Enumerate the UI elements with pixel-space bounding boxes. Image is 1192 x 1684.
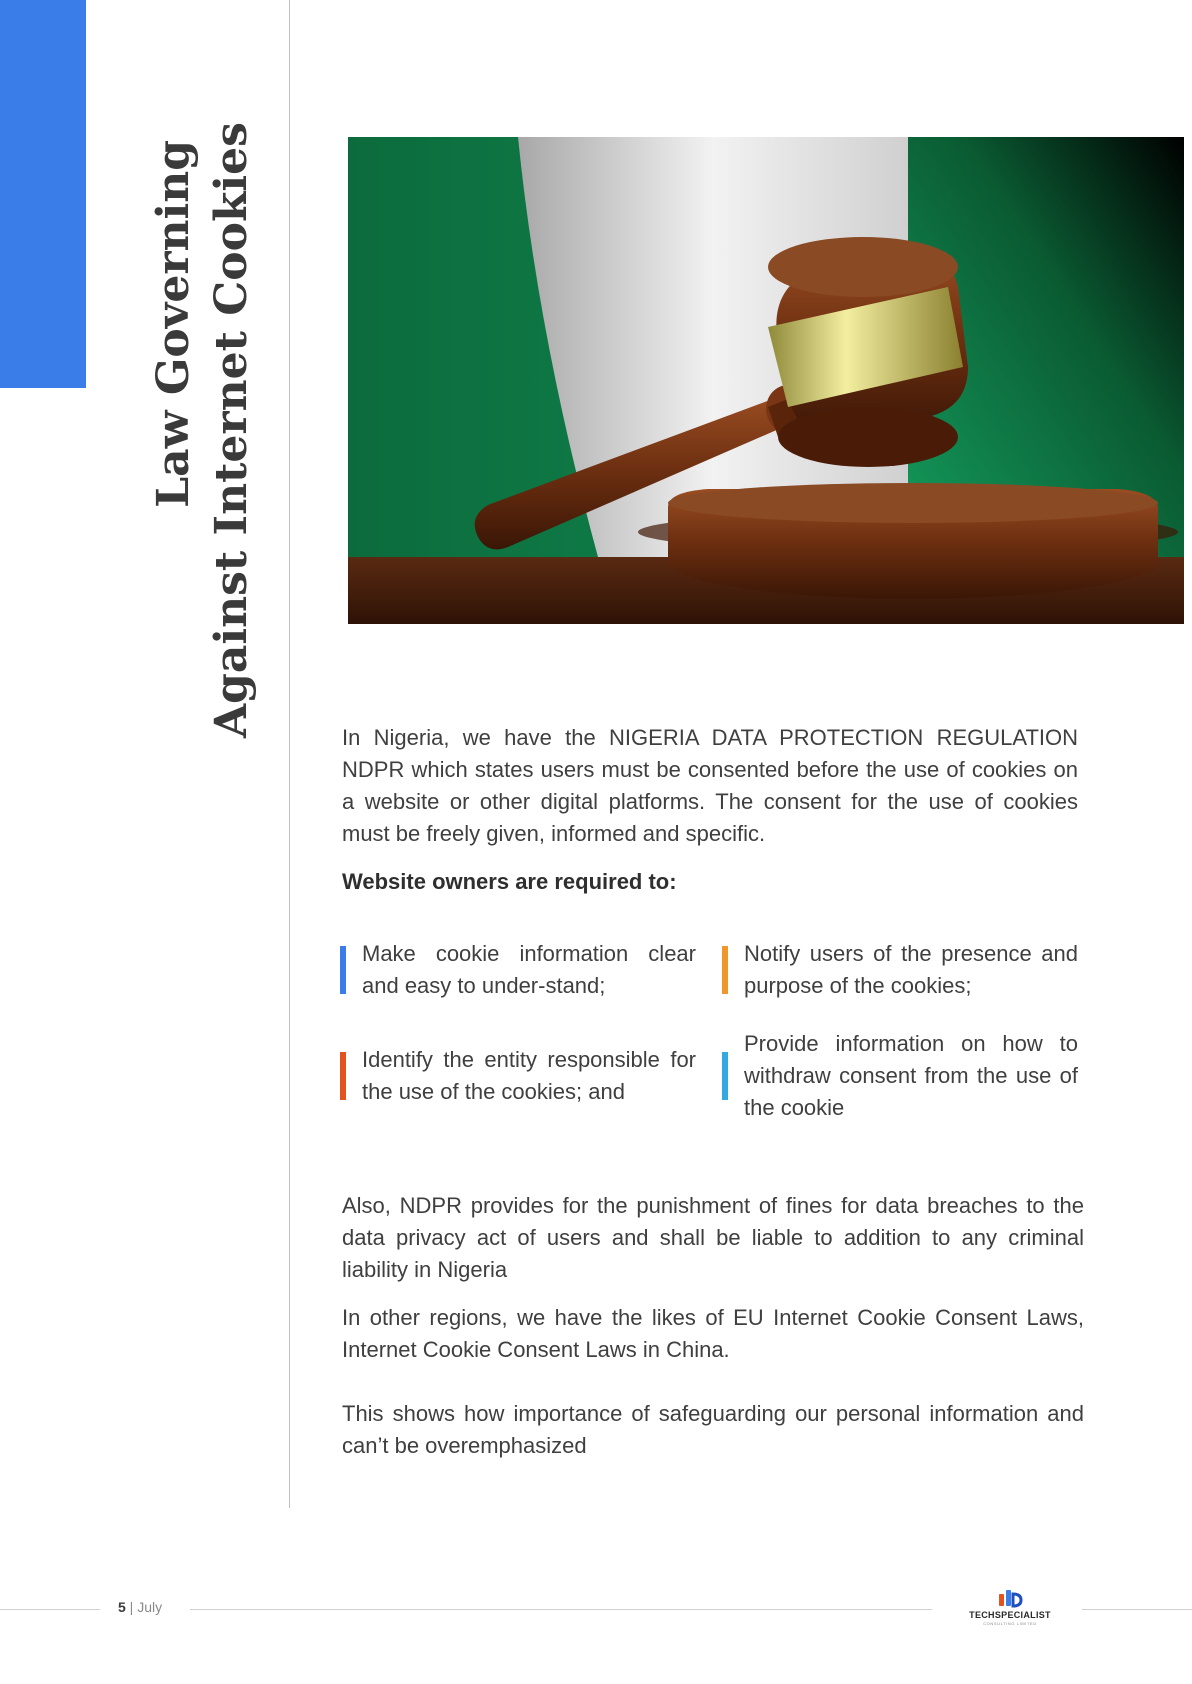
- page-number: 5: [118, 1599, 126, 1615]
- requirements-heading: Website owners are required to:: [342, 869, 677, 894]
- penalty-paragraph: Also, NDPR provides for the punishment of fines for data breaches to the data privacy act of users and shall be liable to addition to any criminal liability in Nigeria: [342, 1193, 1084, 1282]
- footer-separator: |: [125, 1599, 138, 1615]
- title-line-1: Law Governing: [148, 140, 199, 508]
- requirement-marker-4: [722, 1052, 728, 1100]
- logo-subtitle: CONSULTING LIMITED: [983, 1621, 1037, 1626]
- gavel-on-flag-image: [348, 137, 1184, 624]
- intro-paragraph: In Nigeria, we have the NIGERIA DATA PROTECTION REGULATION NDPR which states users must be consented before the use of cookies on a website or other digital platforms. The consent for the use of cookies must be freely given, informed and specific.: [342, 725, 1078, 846]
- footer-rule-middle: [190, 1609, 932, 1610]
- requirement-marker-1: [340, 946, 346, 994]
- requirement-item-1: Make cookie information clear and easy to under-stand;: [362, 941, 696, 998]
- requirement-item-2: Notify users of the presence and purpose of the cookies;: [744, 941, 1078, 998]
- requirement-marker-3: [340, 1052, 346, 1100]
- requirement-item-3: Identify the entity responsible for the use of the cookies; and: [362, 1047, 696, 1104]
- title-line-2: Against Internet Cookies: [206, 122, 257, 738]
- vertical-divider: [289, 0, 290, 1508]
- logo-name: TECHSPECIALIST: [969, 1610, 1051, 1620]
- footer-rule-left: [0, 1609, 100, 1610]
- footer-page-info: [118, 1599, 162, 1615]
- footer-rule-right: [1082, 1609, 1192, 1610]
- company-logo: [966, 1588, 1054, 1628]
- requirement-item-4: Provide information on how to withdraw consent from the use of the cookie: [744, 1031, 1078, 1120]
- other-regions-paragraph: In other regions, we have the likes of EU Internet Cookie Consent Laws, Internet Cookie Consent Laws in China.: [342, 1305, 1084, 1362]
- requirement-marker-2: [722, 946, 728, 994]
- sidebar-accent-block: [0, 0, 86, 388]
- logo-mark-icon: [997, 1588, 1023, 1608]
- conclusion-paragraph: This shows how importance of safeguarding our personal information and can’t be overemphasized: [342, 1401, 1084, 1458]
- page-title: [145, 122, 260, 738]
- footer-month: July: [137, 1599, 163, 1615]
